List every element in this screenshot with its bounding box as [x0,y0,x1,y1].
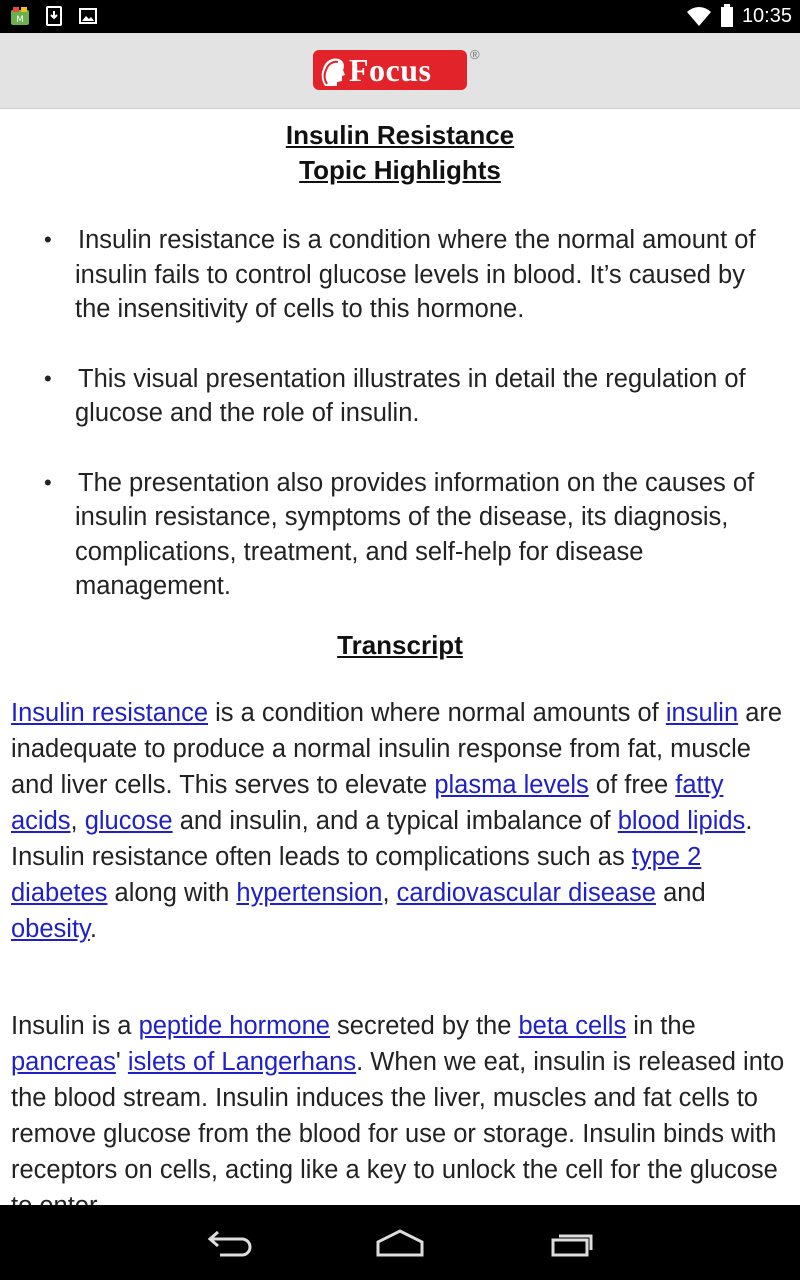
svg-text:M: M [16,15,24,25]
logo-text: Focus [349,51,432,88]
article-subtitle: Topic Highlights [299,155,501,185]
link-beta-cells[interactable]: beta cells [518,1012,627,1040]
transcript-heading: Transcript [337,630,463,660]
list-item: • Insulin resistance is a condition where the normal amount of insulin fails to control glucose levels in blood. It’s caused by the insensitivity of cells to this hormone. [44,226,756,323]
app-notification-icon [10,6,30,26]
link-blood-lipids[interactable]: blood lipids [617,807,746,835]
link-obesity[interactable]: obesity [11,915,90,943]
link-fatty-acids[interactable]: fatty acids [11,771,724,835]
navigation-bar [0,1205,800,1280]
image-icon [78,6,98,26]
app-header [0,33,800,109]
list-item: • The presentation also provides information on the causes of insulin resistance, symptoms of the disease, its diagnosis, complications, treatment, and self-help for disease management. [44,468,755,600]
back-button[interactable] [200,1223,260,1263]
status-bar [0,0,800,33]
battery-icon [720,4,734,28]
link-plasma-levels[interactable]: plasma levels [434,771,589,799]
transcript-paragraph-2: Insulin is a peptide hormone secreted by the beta cells in the pancreas' islets of Langerhans. When we eat, insulin is released into the blood stream. Insulin induces the liver, muscles and fat cells to remove glucose from the blood for use or storage. Insulin binds with receptors on cells, acting like a key to unlock the cell for the glucose [11,1012,785,1184]
link-glucose[interactable]: glucose [84,807,173,835]
link-hypertension[interactable]: hypertension [236,879,383,907]
link-pancreas[interactable]: pancreas [11,1048,116,1076]
link-insulin-resistance[interactable]: Insulin resistance [11,699,209,727]
home-icon [374,1228,426,1258]
back-icon [206,1228,254,1258]
article-title: Insulin Resistance [285,120,515,150]
transcript-paragraph-1: Insulin resistance is a condition where normal amounts of insulin are inadequate to produce a normal insulin response from fat, muscle and liver cells. This serves to elevate plasma levels of free fatty acids, glucose and insulin, and a typical imbalance of blood lipids. Insulin resistance often leads to complications such as type 2 diabetes along with hypertension, cardiovascular disease and obesity. [11,699,783,943]
list-item: • This visual presentation illustrates in detail the regulation of glucose and the role of insulin. [44,364,746,427]
recent-apps-icon [547,1228,597,1258]
clock: 10:35 [741,4,792,27]
link-peptide-hormone[interactable]: peptide hormone [138,1012,330,1040]
home-button[interactable] [370,1223,430,1263]
registered-mark: ® [470,47,480,62]
download-icon [44,6,64,26]
link-islets-of-langerhans[interactable]: islets of Langerhans [127,1048,357,1076]
recent-apps-button[interactable] [542,1223,602,1263]
article-content[interactable] [0,109,800,1205]
link-insulin[interactable]: insulin [665,699,739,727]
focus-logo [313,50,467,90]
wifi-icon [686,5,712,27]
link-cardiovascular-disease[interactable]: cardiovascular disease [396,879,656,907]
head-profile-icon [317,52,347,88]
highlights-list [0,223,800,639]
link-type-2-diabetes[interactable]: type 2 diabetes [11,843,702,907]
